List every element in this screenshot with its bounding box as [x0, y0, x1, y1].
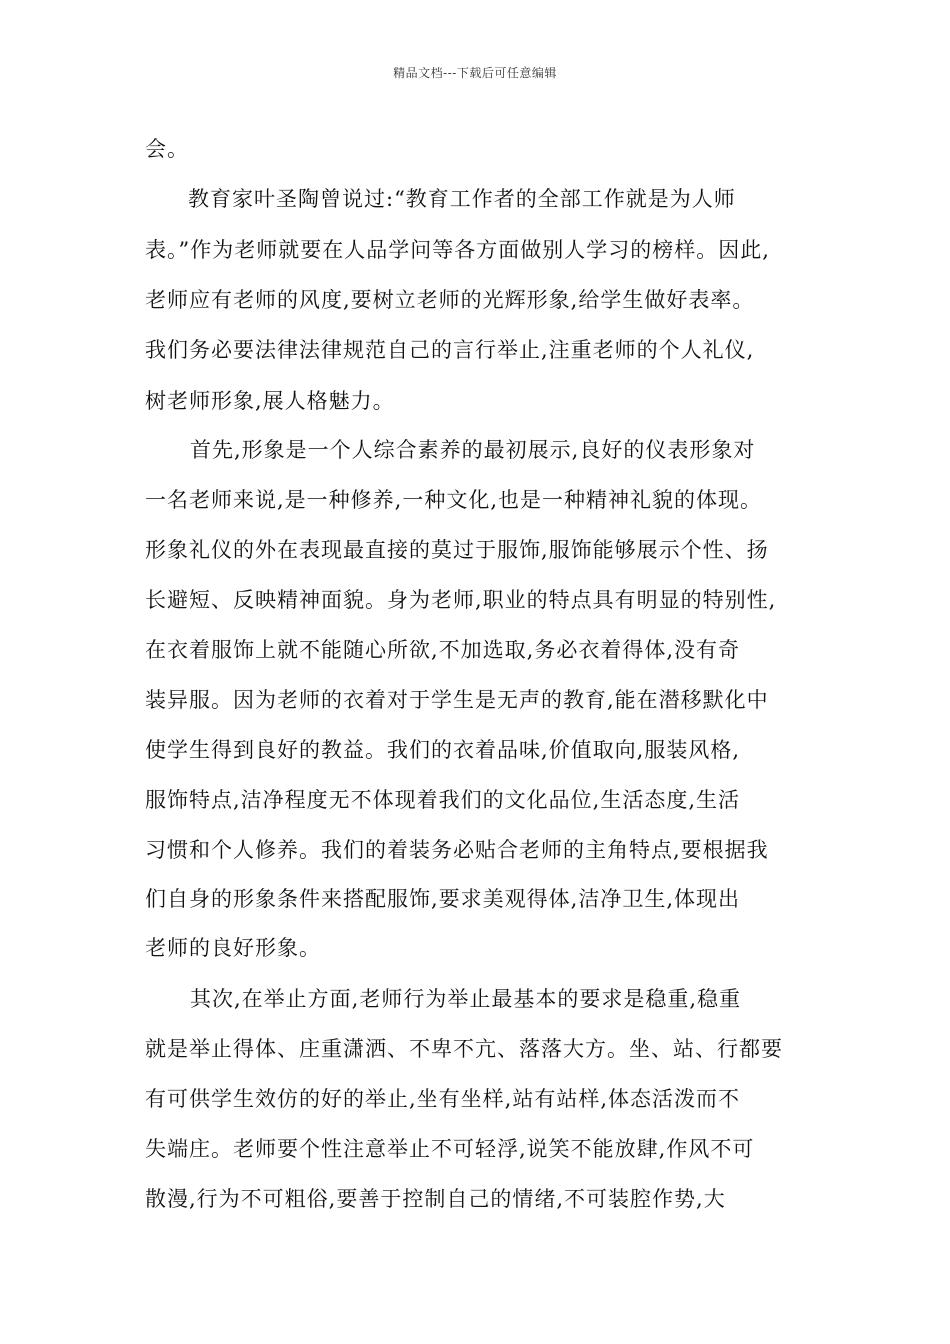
text-line: 其次,在举止方面,老师行为举止最基本的要求是稳重,稳重 — [190, 987, 742, 1011]
text-line: 表。”作为老师就要在人品学问等各方面做别人学习的榜样。因此, — [145, 238, 770, 262]
text-line: 就是举止得体、庄重潇洒、不卑不亢、落落大方。坐、站、行都要 — [145, 1037, 783, 1061]
text-line: 会。 — [145, 137, 189, 161]
text-line: 教育家叶圣陶曾说过:“教育工作者的全部工作就是为人师 — [188, 187, 736, 211]
text-line: 装异服。因为老师的衣着对于学生是无声的教育,能在潜移默化中 — [145, 688, 769, 712]
text-line: 我们务必要法律法律规范自己的言行举止,注重老师的个人礼仪, — [145, 338, 755, 362]
text-line: 服饰特点,洁净程度无不体现着我们的文化品位,生活态度,生活 — [145, 788, 741, 812]
text-line: 使学生得到良好的教益。我们的衣着品味,价值取向,服装风格, — [145, 738, 741, 762]
text-line: 一名老师来说,是一种修养,一种文化,也是一种精神礼貌的体现。 — [145, 488, 763, 512]
text-line: 长避短、反映精神面貌。身为老师,职业的特点具有明显的特别性, — [145, 588, 777, 612]
text-line: 树老师形象,展人格魅力。 — [145, 389, 395, 413]
text-line: 们自身的形象条件来搭配服饰,要求美观得体,洁净卫生,体现出 — [145, 887, 741, 911]
text-line: 在衣着服饰上就不能随心所欲,不加选取,务必衣着得体,没有奇 — [145, 638, 741, 662]
text-line: 散漫,行为不可粗俗,要善于控制自己的情绪,不可装腔作势,大 — [145, 1187, 726, 1211]
text-line: 形象礼仪的外在表现最直接的莫过于服饰,服饰能够展示个性、扬 — [145, 538, 769, 562]
page-header: 精品文档---下载后可任意编辑 — [393, 66, 557, 80]
text-line: 首先,形象是一个人综合素养的最初展示,良好的仪表形象对 — [190, 438, 756, 462]
text-line: 有可供学生效仿的好的举止,坐有坐样,站有站样,体态活泼而不 — [145, 1087, 741, 1111]
text-line: 老师的良好形象。 — [145, 936, 321, 960]
text-line: 失端庄。老师要个性注意举止不可轻浮,说笑不能放肆,作风不可 — [145, 1137, 755, 1161]
text-line: 习惯和个人修养。我们的着装务必贴合老师的主角特点,要根据我 — [145, 838, 769, 862]
text-line: 老师应有老师的风度,要树立老师的光辉形象,给学生做好表率。 — [145, 288, 755, 312]
